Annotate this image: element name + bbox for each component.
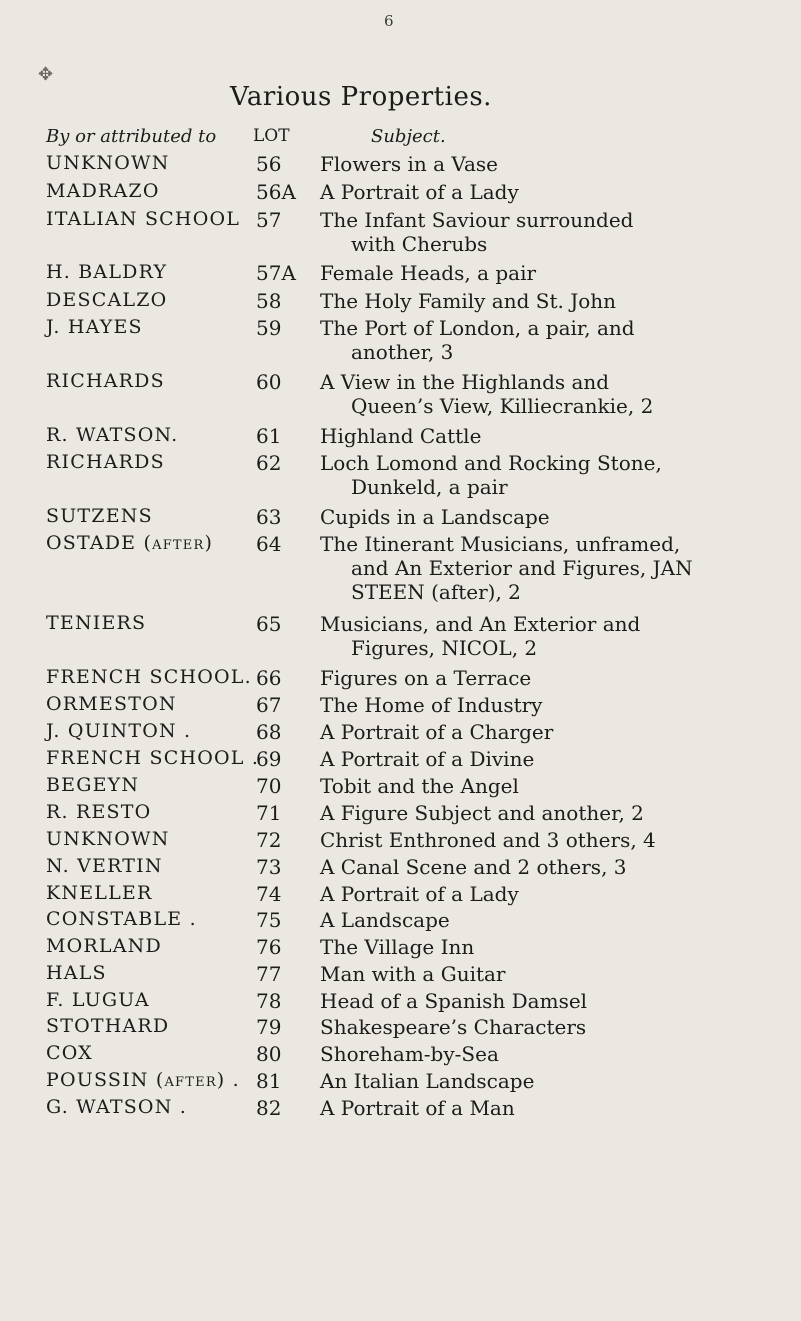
lot-subject: [320, 720, 788, 744]
lot-number: 67: [256, 693, 282, 717]
subject-line: Musicians, and An Exterior and: [320, 612, 641, 636]
lot-number: 69: [256, 747, 282, 771]
lot-subject: [320, 693, 788, 717]
lot-number: 59: [256, 316, 282, 340]
lot-number: 58: [256, 289, 282, 313]
lot-number: 74: [256, 882, 282, 906]
lot-number: 63: [256, 505, 282, 529]
lot-number: 77: [256, 962, 282, 986]
subject-line: The Infant Saviour surrounded: [320, 208, 634, 232]
page-title: Various Properties.: [230, 82, 492, 112]
lot-number: 80: [256, 1042, 282, 1066]
subject-line: Highland Cattle: [320, 424, 482, 448]
lot-subject: [320, 989, 788, 1013]
lot-number: 62: [256, 451, 282, 475]
lot-number: 57A: [256, 261, 296, 285]
subject-line: A Canal Scene and 2 others, 3: [320, 855, 627, 879]
lot-subject: [320, 882, 788, 906]
subject-line: A Figure Subject and another, 2: [320, 801, 644, 825]
lot-number: 66: [256, 666, 282, 690]
subject-line: Tobit and the Angel: [320, 774, 519, 798]
artist-name: SUTZENS: [46, 505, 153, 527]
subject-line: STEEN (after), 2: [351, 580, 521, 604]
subject-line: Queen’s View, Killiecrankie, 2: [351, 394, 654, 418]
lot-column-header: LOT: [253, 126, 290, 146]
artist-name: RICHARDS: [46, 370, 165, 392]
lot-number: 56: [256, 152, 282, 176]
artist-name: J. QUINTON .: [46, 720, 192, 742]
artist-name: UNKNOWN: [46, 828, 170, 850]
artist-name: BEGEYN: [46, 774, 140, 796]
subject-line: and An Exterior and Figures, JAN: [351, 556, 693, 580]
subject-line: A Portrait of a Man: [320, 1096, 515, 1120]
subject-line: Christ Enthroned and 3 others, 4: [320, 828, 656, 852]
lot-subject: [320, 1069, 788, 1093]
subject-line: The Holy Family and St. John: [320, 289, 617, 313]
lot-subject: [320, 801, 788, 825]
lot-subject: [320, 774, 788, 798]
artist-name: R. WATSON.: [46, 424, 179, 446]
subject-line: A Portrait of a Lady: [320, 882, 519, 906]
artist-name: FRENCH SCHOOL.: [46, 666, 252, 688]
subject-line: An Italian Landscape: [320, 1069, 535, 1093]
lot-subject: [320, 152, 788, 176]
subject-line: The Village Inn: [320, 935, 475, 959]
subject-line: Loch Lomond and Rocking Stone,: [320, 451, 662, 475]
lot-subject: [320, 370, 788, 418]
artist-name: KNELLER: [46, 882, 153, 904]
artist-name: J. HAYES: [46, 316, 143, 338]
artist-name: R. RESTO: [46, 801, 152, 823]
artist-name: UNKNOWN: [46, 152, 170, 174]
artist-name: ITALIAN SCHOOL: [46, 208, 241, 230]
subject-line: Female Heads, a pair: [320, 261, 537, 285]
ornament-icon: ✥: [38, 64, 54, 85]
page-number: 6: [384, 12, 394, 30]
lot-number: 70: [256, 774, 282, 798]
subject-line: Shoreham-by-Sea: [320, 1042, 499, 1066]
artist-name: HALS: [46, 962, 107, 984]
lot-subject: [320, 1042, 788, 1066]
artist-name: ORMESTON: [46, 693, 177, 715]
artist-name: STOTHARD: [46, 1015, 170, 1037]
lot-subject: [320, 1096, 788, 1120]
lot-subject: [320, 451, 788, 499]
lot-subject: [320, 747, 788, 771]
lot-number: 68: [256, 720, 282, 744]
subject-line: The Port of London, a pair, and: [320, 316, 635, 340]
subject-line: Man with a Guitar: [320, 962, 506, 986]
subject-line: The Itinerant Musicians, unframed,: [320, 532, 681, 556]
artist-name: COX: [46, 1042, 93, 1064]
subject-line: Head of a Spanish Damsel: [320, 989, 588, 1013]
lot-subject: [320, 908, 788, 932]
lot-number: 75: [256, 908, 282, 932]
subject-line: A Portrait of a Charger: [320, 720, 554, 744]
lot-subject: [320, 261, 788, 285]
lot-subject: [320, 505, 788, 529]
lot-number: 60: [256, 370, 282, 394]
artist-name: RICHARDS: [46, 451, 165, 473]
subject-line: Dunkeld, a pair: [351, 475, 508, 499]
lot-subject: [320, 1015, 788, 1039]
lot-subject: [320, 532, 788, 604]
lot-number: 79: [256, 1015, 282, 1039]
lot-number: 61: [256, 424, 282, 448]
subject-line: Figures, NICOL, 2: [351, 636, 538, 660]
subject-line: Flowers in a Vase: [320, 152, 498, 176]
lot-subject: [320, 935, 788, 959]
subject-line: The Home of Industry: [320, 693, 543, 717]
artist-name: POUSSIN (after) .: [46, 1069, 240, 1091]
subject-line: A Landscape: [320, 908, 450, 932]
subject-line: A Portrait of a Divine: [320, 747, 535, 771]
lot-number: 64: [256, 532, 282, 556]
lot-number: 71: [256, 801, 282, 825]
lot-subject: [320, 316, 788, 364]
artist-name: FRENCH SCHOOL .: [46, 747, 260, 769]
artist-name: MADRAZO: [46, 180, 160, 202]
lot-subject: [320, 962, 788, 986]
lot-number: 81: [256, 1069, 282, 1093]
artist-name: TENIERS: [46, 612, 147, 634]
subject-line: with Cherubs: [351, 232, 488, 256]
lot-number: 57: [256, 208, 282, 232]
artist-name: DESCALZO: [46, 289, 168, 311]
subject-line: Shakespeare’s Characters: [320, 1015, 587, 1039]
subject-line: another, 3: [351, 340, 454, 364]
lot-subject: [320, 424, 788, 448]
lot-subject: [320, 180, 788, 204]
lot-number: 65: [256, 612, 282, 636]
subject-line: A Portrait of a Lady: [320, 180, 519, 204]
lot-subject: [320, 612, 788, 660]
subject-line: Figures on a Terrace: [320, 666, 532, 690]
artist-column-header: By or attributed to: [46, 126, 217, 147]
artist-name: G. WATSON .: [46, 1096, 188, 1118]
lot-number: 76: [256, 935, 282, 959]
lot-number: 82: [256, 1096, 282, 1120]
artist-name: CONSTABLE .: [46, 908, 197, 930]
artist-name: OSTADE (after): [46, 532, 214, 554]
lot-subject: [320, 666, 788, 690]
lot-subject: [320, 208, 788, 256]
artist-name: MORLAND: [46, 935, 162, 957]
lot-subject: [320, 828, 788, 852]
lot-number: 72: [256, 828, 282, 852]
lot-number: 73: [256, 855, 282, 879]
lot-number: 78: [256, 989, 282, 1013]
subject-line: Cupids in a Landscape: [320, 505, 550, 529]
subject-column-header: Subject.: [371, 126, 446, 147]
artist-name: H. BALDRY: [46, 261, 168, 283]
lot-subject: [320, 289, 788, 313]
subject-line: A View in the Highlands and: [320, 370, 610, 394]
artist-name: F. LUGUA: [46, 989, 150, 1011]
lot-number: 56A: [256, 180, 296, 204]
lot-subject: [320, 855, 788, 879]
artist-name: N. VERTIN: [46, 855, 163, 877]
